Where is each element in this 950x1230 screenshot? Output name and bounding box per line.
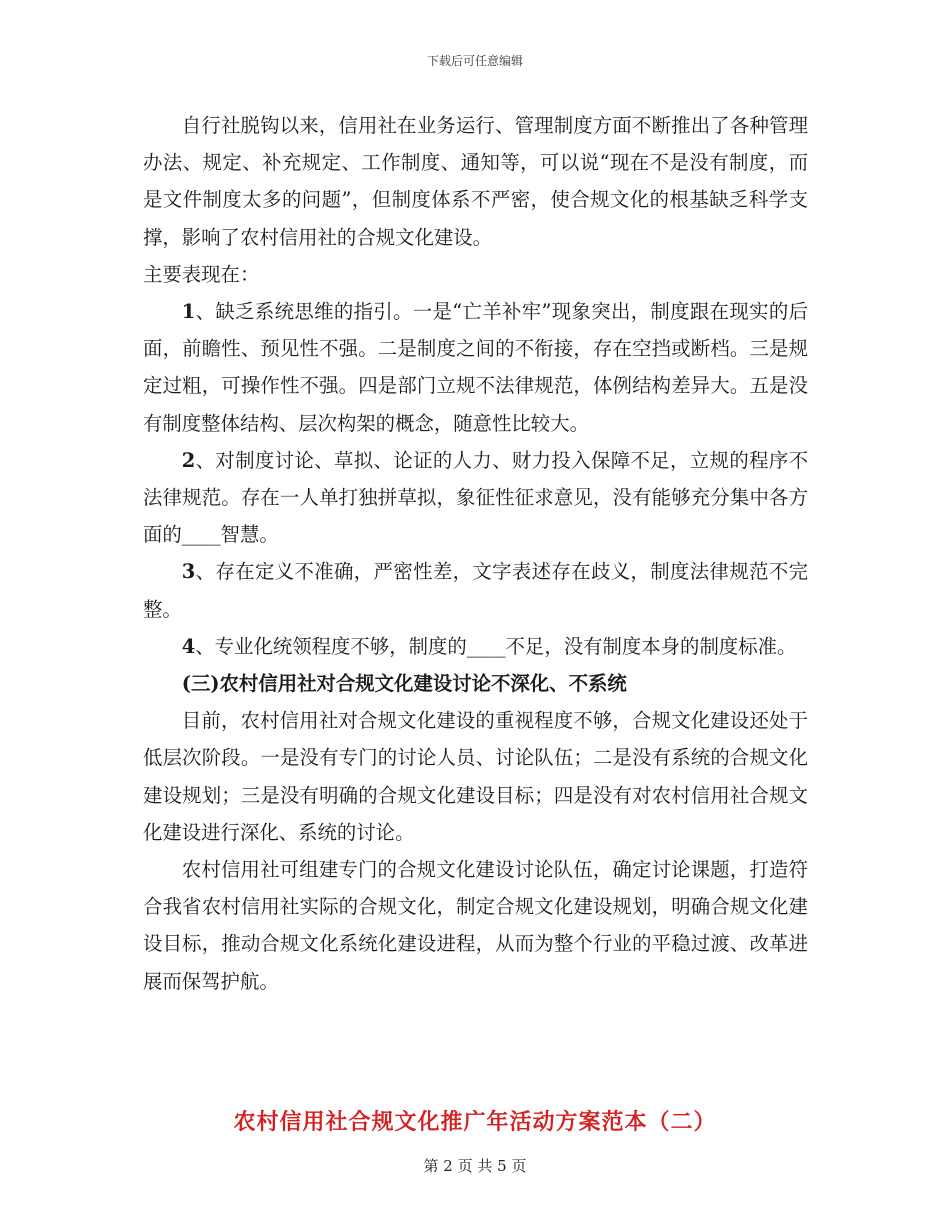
list-item-4 <box>143 628 808 665</box>
list-item-4-text: 、专业化统领程度不够，制度的____不足，没有制度本身的制度标准。 <box>195 634 797 658</box>
page-header: 下载后可任意编辑 <box>426 54 523 68</box>
section-subheading: (三)农村信用社对合规文化建设讨论不深化、不系统 <box>181 672 627 696</box>
paragraph-intro <box>143 107 808 256</box>
list-item-1 <box>143 293 808 442</box>
section-title: 农村信用社合规文化推广年活动方案范本（二） <box>233 1109 717 1135</box>
list-item-1-text: 、缺乏系统思维的指引。一是“亡羊补牢”现象突出，制度跟在现实的后面，前瞻性、预见性不强。二是制度之间的不衔接，存在空挡或断档。三是规定过粗，可操作性不强。四是部门立规不法律规范，体例结构差异大。五是没有制度整体结构、层次构架的概念，随意性比较大。 <box>143 300 808 435</box>
paragraph-intro-tail: 主要表现在： <box>143 262 260 286</box>
list-item-3-number: 3 <box>181 560 196 584</box>
paragraph-current-status: 目前，农村信用社对合规文化建设的重视程度不够，合规文化建设还处于低层次阶段。一是没有专门的讨论人员、讨论队伍；二是没有系统的合规文化建设规划；三是没有明确的合规文化建设目标；四是没有对农村信用社合规文化建设进行深化、系统的讨论。 <box>143 709 808 844</box>
list-item-3 <box>143 553 808 627</box>
paragraph-intro-text: 自行社脱钩以来，信用社在业务运行、管理制度方面不断推出了各种管理办法、规定、补充规定、工作制度、通知等，可以说“现在不是没有制度，而是文件制度太多的问题”，但制度体系不严密，使合规文化的根基缺乏科学支撑，影响了农村信用社的合规文化建设。 <box>143 114 808 249</box>
page-footer: 第 2 页 共 5 页 <box>423 1157 527 1175</box>
list-item-2-text: 、对制度讨论、草拟、论证的人力、财力投入保障不足，立规的程序不法律规范。存在一人单打独拼草拟，象征性征求意见，没有能够充分集中各方面的____智慧。 <box>143 448 808 547</box>
list-item-2-number: 2 <box>181 448 196 472</box>
list-item-2 <box>143 442 808 554</box>
list-item-1-number: 1 <box>181 300 196 324</box>
list-item-3-text: 、存在定义不准确，严密性差，文字表述存在歧义，制度法律规范不完整。 <box>143 560 808 621</box>
document-body <box>143 107 808 1000</box>
paragraph-recommendation: 农村信用社可组建专门的合规文化建设讨论队伍，确定讨论课题，打造符合我省农村信用社实际的合规文化，制定合规文化建设规划，明确合规文化建设目标，推动合规文化系统化建设进程，从而为整个行业的平稳过渡、改革进展而保驾护航。 <box>143 858 808 993</box>
list-item-4-number: 4 <box>181 634 196 658</box>
